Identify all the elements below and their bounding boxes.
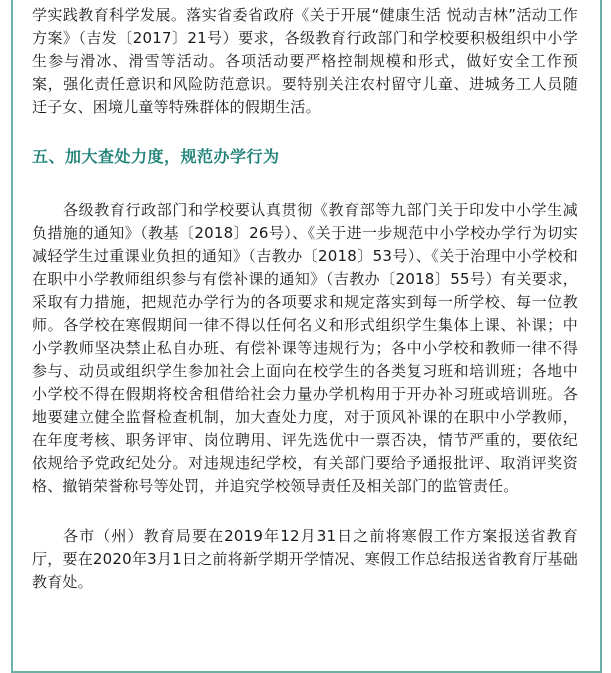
closing-paragraph: 各市（州）教育局要在2019年12月31日之前将寒假工作方案报送省教育厅，要在2020年3月1日之前将新学期开学情况、寒假工作总结报送省教育厅基础教育处。 [32,527,578,591]
right-border-line [600,0,602,673]
section-heading: 五、加大查处力度，规范办学行为 [32,147,280,166]
intro-paragraph: 学实践教育科学发展。落实省委省政府《关于开展“健康生活 悦动吉林”活动工作方案》（吉发〔2017〕21号）要求，各级教育行政部门和学校要积极组织中小学生参与滑冰、滑雪等活动。各项活动要严格控制规模和形式，做好安全工作预案，强化责任意识和风险防范意识。要特别关注农村留守儿童、进城务工人员随迁子女、困境儿童等特殊群体的假期生活。 [32,6,578,116]
article-body [32,4,578,594]
section-body-paragraph: 各级教育行政部门和学校要认真贯彻《教育部等九部门关于印发中小学生减负措施的通知》（教基〔2018〕26号）、《关于进一步规范中小学校办学行为切实减轻学生过重课业负担的通知》（吉教办〔2018〕53号）、《关于治理中小学校和在职中小学教师组织参与有偿补课的通知》（吉教办〔2018〕55号）有关要求，采取有力措施，把规范办学行为的各项要求和规定落实到每一所学校、每一位教师。各学校在寒假期间一律不得以任何名义和形式组织学生集体上课、补课；中小学教师坚决禁止私自办班、有偿补课等违规行为；各中小学校和教师一律不得参与、动员或组织学生参加社会上面向在校学生的各类复习班和培训班；各地中小学校不得在假期将校舍租借给社会力量办学机构用于开办补习班或培训班。各地要建立健全监督检查机制，加大查处力度，对于顶风补课的在职中小学教师，在年度考核、职务评审、岗位聘用、评先选优中一票否决，情节严重的，要依纪依规给予党政纪处分。对违规违纪学校，有关部门要给予通报批评、取消评奖资格、撤销荣誉称号等处罚，并追究学校领导责任及相关部门的监管责任。 [32,201,578,495]
left-border-line [11,0,13,673]
